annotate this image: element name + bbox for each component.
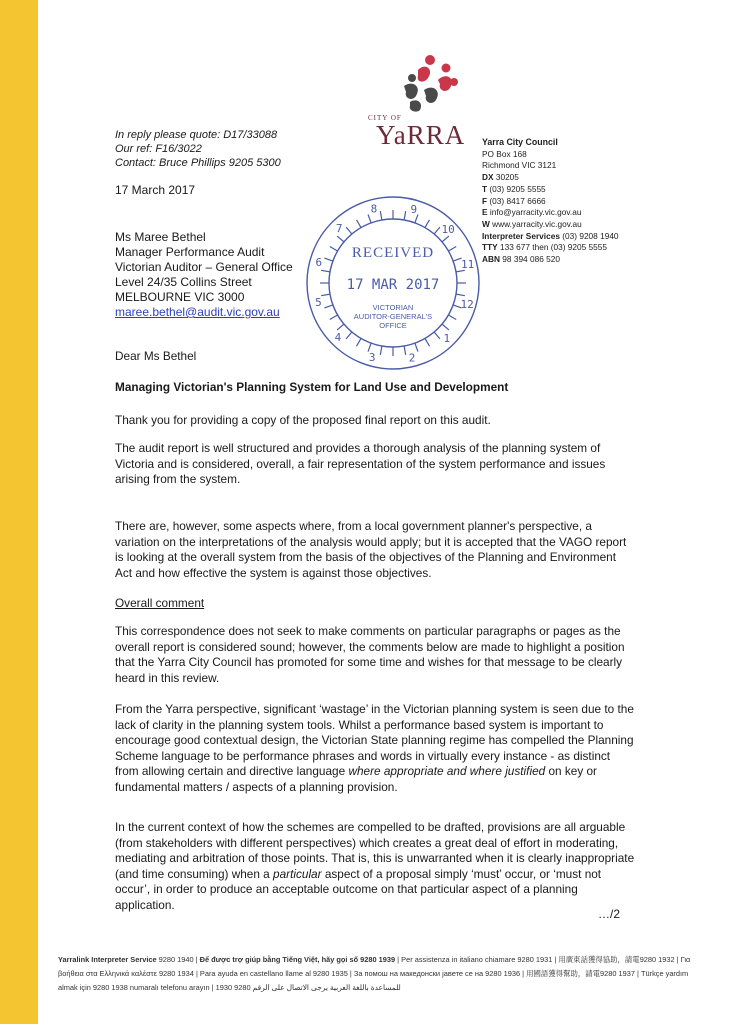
stamp-number: 5 xyxy=(315,296,322,310)
council-tty: TTY 133 677 then (03) 9205 5555 xyxy=(482,242,608,253)
stamp-line3: OFFICE xyxy=(379,321,407,330)
stamp-number: 8 xyxy=(370,202,378,216)
stamp-tick xyxy=(324,305,332,308)
stamp-tick xyxy=(434,332,440,339)
stamp-tick xyxy=(368,214,371,222)
stamp-tick xyxy=(357,220,362,228)
reference-our-ref: Our ref: F16/3022 xyxy=(115,143,202,155)
received-stamp xyxy=(300,193,486,373)
council-suburb: Richmond VIC 3121 xyxy=(482,160,557,171)
interpreter-footer: Yarralink Interpreter Service 9280 1940 | Để được trợ giúp bằng Tiếng Việt, hãy gọi số 9280 1939 | Per assistenza in italiano chiamare 9280 1931 | 用廣東話獲得協助，請電9280 1932 | Για βοήθεια στα Ελληνικά καλέστε 9280 1934 | Para ayuda en castellano llame al 9280 1935 | За помош на македонски јавете се на 9280 1936 | 用國語獲得幫助，請電9280 1937 | Türkçe yardım almak için 9280 1938 numaralı telefonu arayın | للمساعدة باللغة العربية يرجى الاتصال على الرقم 9280 1930 xyxy=(58,955,691,992)
stamp-tick xyxy=(346,332,352,339)
overall-comment-heading: Overall comment xyxy=(115,596,205,610)
council-abn: ABN 98 394 086 520 xyxy=(482,254,560,265)
stamp-number: 11 xyxy=(460,257,475,271)
paragraph-6: In the current context of how the schemes are compelled to be drafted, provisions are all arguable (from stakeholders with different perspectives) which creates a great deal of effort in moderating, mediating and arbitration of those points. That is, this is unwarranted when it is clearly inappropriate (and time consuming) when a particular aspect of a proposal simply ‘must’ occur, or ‘must not occur’, in order to produce an acceptable outcome on that particular aspect of a planning application. xyxy=(115,820,635,912)
stamp-tick xyxy=(448,315,456,320)
council-fax: F (03) 8417 6666 xyxy=(482,195,546,206)
stamp-tick xyxy=(448,247,456,252)
stamp-tick xyxy=(434,227,440,234)
stamp-tick xyxy=(357,338,362,346)
stamp-tick xyxy=(330,247,338,252)
stamp-tick xyxy=(442,324,449,330)
stamp-tick xyxy=(404,211,406,220)
stamp-number: 3 xyxy=(368,351,376,365)
logo-yarra-wordmark: YaRRA xyxy=(376,120,466,150)
stamp-tick xyxy=(456,294,465,296)
stamp-tick xyxy=(321,270,330,272)
reference-block xyxy=(115,128,281,170)
council-web[interactable]: W www.yarracity.vic.gov.au xyxy=(482,218,582,229)
stamp-tick xyxy=(425,338,430,346)
paragraph-3: There are, however, some aspects where, from a local government planner's perspective, a variation on the interpretations of the analysis would apply; but it is accepted that the VAGO report is looking at the overall system from the basis of the objectives of the Planning and Environment Act and how effective the system is against those objectives. xyxy=(115,519,627,580)
recipient-title: Manager Performance Audit xyxy=(115,245,265,259)
council-email[interactable]: E info@yarracity.vic.gov.au xyxy=(482,207,582,218)
council-phone: T (03) 9205 5555 xyxy=(482,183,546,194)
recipient-name: Ms Maree Bethel xyxy=(115,230,206,244)
stamp-number: 1 xyxy=(443,332,451,346)
stamp-tick xyxy=(337,236,344,242)
stamp-number: 2 xyxy=(408,351,416,365)
stamp-received: RECEIVED xyxy=(351,245,435,261)
paragraph-5: From the Yarra perspective, significant ‘wastage’ in the Victorian planning system is seen due to the lack of clarity in the planning system tools. Whilst a performance based system is important to encourage good contextual design, the Victorian State planning regime has compelled the Planning Scheme language to be performance phrases and words in virtually every instance - as distinct from allowing certain and directive language where appropriate and where justified on key or fundamental matters / aspects of a planning provision. xyxy=(115,702,634,794)
council-name: Yarra City Council xyxy=(482,137,558,147)
recipient-address-line2: MELBOURNE VIC 3000 xyxy=(115,290,245,304)
stamp-number: 6 xyxy=(315,256,323,270)
council-po-box: PO Box 168 xyxy=(482,148,527,159)
stamp-number: 12 xyxy=(460,297,474,311)
stamp-date: 17 MAR 2017 xyxy=(346,277,440,293)
council-dx: DX 30205 xyxy=(482,172,519,183)
recipient-address xyxy=(115,230,293,320)
stamp-line1: VICTORIAN xyxy=(372,303,414,312)
stamp-tick xyxy=(425,220,430,228)
stamp-number: 9 xyxy=(410,202,418,216)
paragraph-4: This correspondence does not seek to make comments on particular paragraphs or pages as the overall report is considered sound; however, the comments below are made to highlight a position that the Yarra City Council has promoted for some time and wishes for that message to be clearly heard in this review. xyxy=(115,624,625,685)
letter-date: 17 March 2017 xyxy=(115,183,196,197)
continuation-marker: …/2 xyxy=(598,907,621,921)
salutation: Dear Ms Bethel xyxy=(115,349,197,363)
stamp-tick xyxy=(330,315,338,320)
paragraph-2: The audit report is well structured and provides a thorough analysis of the planning system of Victoria and is considered, overall, a fair representation of the system performance and issues arising from the system. xyxy=(115,441,606,487)
subject-heading: Managing Victorian's Planning System for Land Use and Development xyxy=(115,380,509,394)
yarra-figures-icon xyxy=(368,52,488,116)
stamp-tick xyxy=(337,324,344,330)
stamp-number: 4 xyxy=(334,330,342,344)
stamp-number: 10 xyxy=(441,223,455,237)
yarra-logo xyxy=(368,52,488,152)
recipient-office: Victorian Auditor – General Office xyxy=(115,260,293,274)
left-yellow-stripe xyxy=(0,0,38,1024)
council-interpreter: Interpreter Services (03) 9208 1940 xyxy=(482,230,619,241)
reference-quote: In reply please quote: D17/33088 xyxy=(115,129,278,141)
recipient-email-link[interactable]: maree.bethel@audit.vic.gov.au xyxy=(115,305,280,319)
logo-city-of: CITY OF xyxy=(368,114,402,122)
stamp-tick xyxy=(346,227,352,234)
paragraph-1: Thank you for providing a copy of the proposed final report on this audit. xyxy=(115,413,491,427)
reference-contact: Contact: Bruce Phillips 9205 5300 xyxy=(115,157,281,169)
stamp-line2: AUDITOR-GENERAL'S xyxy=(353,312,433,321)
stamp-tick xyxy=(321,294,330,296)
council-details xyxy=(482,137,619,266)
recipient-address-line1: Level 24/35 Collins Street xyxy=(115,275,252,289)
stamp-tick xyxy=(442,236,449,242)
stamp-tick xyxy=(380,211,382,220)
stamp-tick xyxy=(324,258,332,261)
stamp-number: 7 xyxy=(335,221,343,235)
